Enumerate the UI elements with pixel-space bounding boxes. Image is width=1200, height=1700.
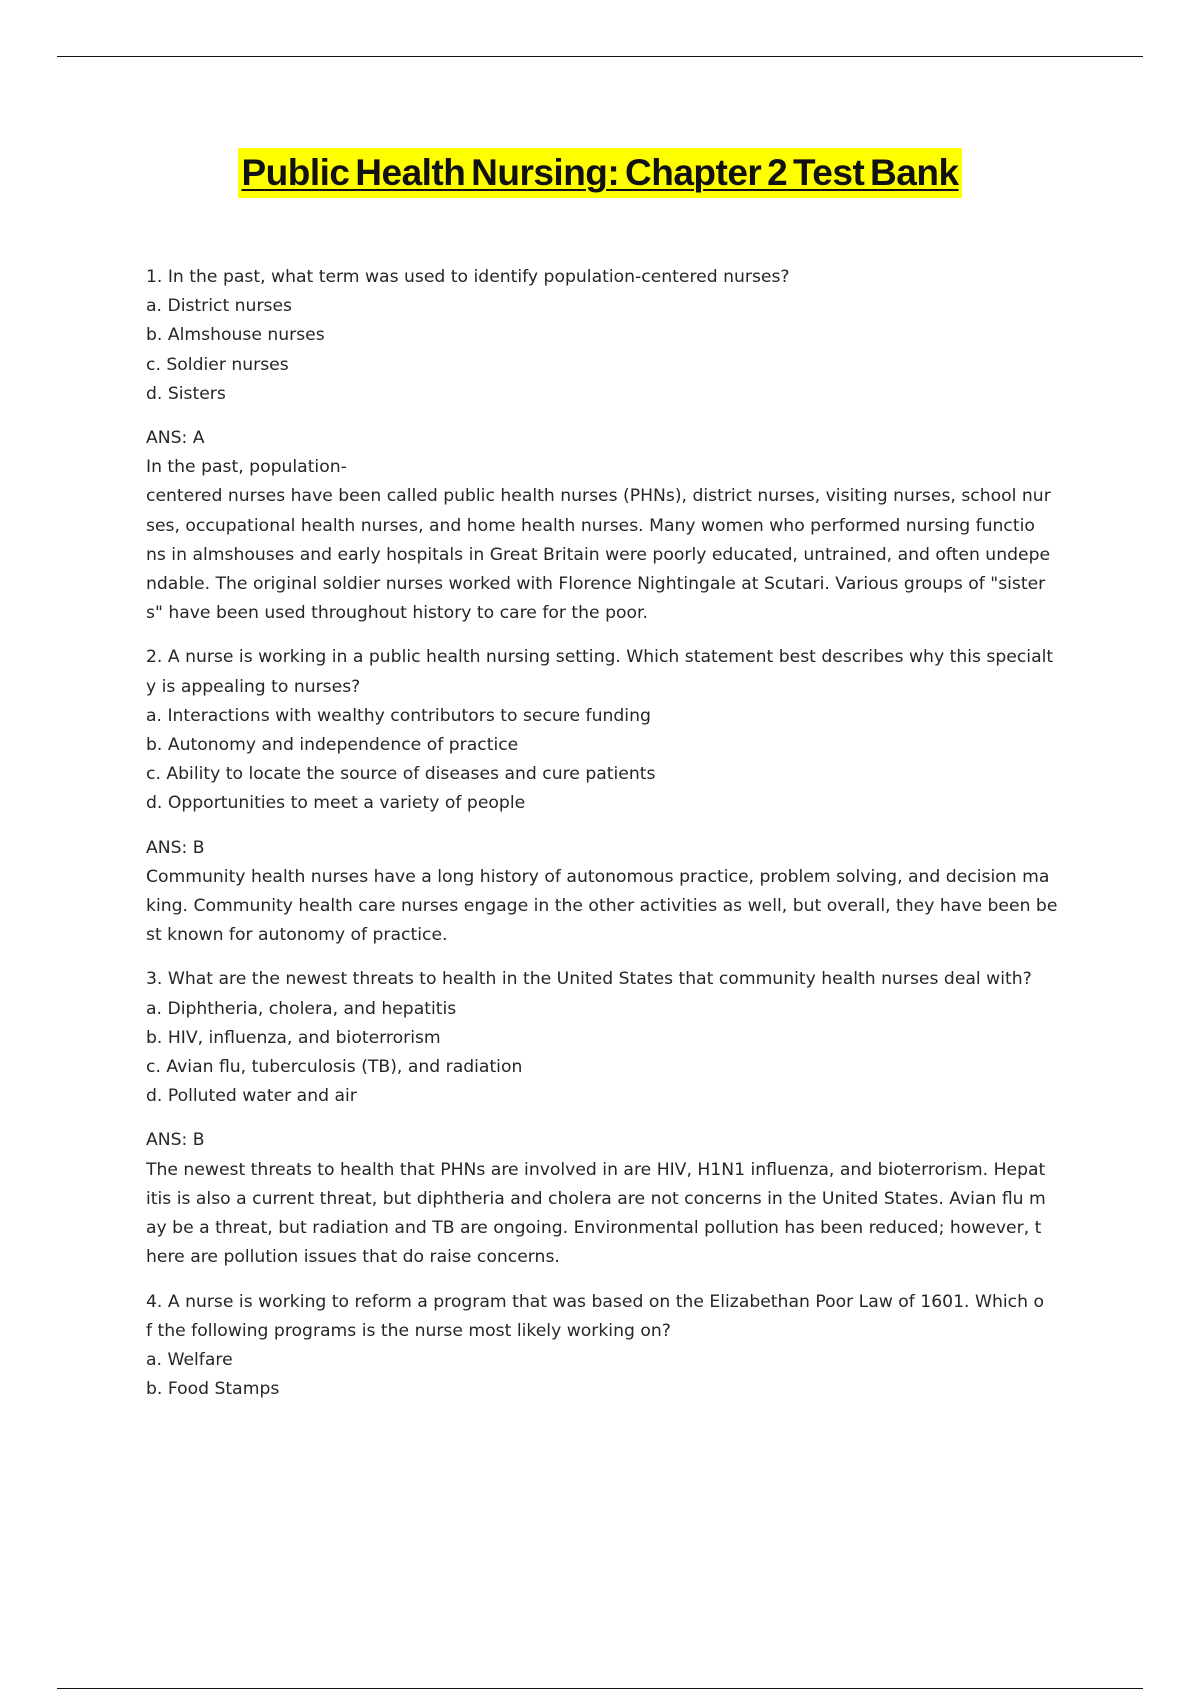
rationale-line: Community health nurses have a long history of autonomous practice, problem solving, and decision ma [146, 866, 1050, 887]
rationale-line: s" have been used throughout history to care for the poor. [146, 603, 648, 624]
option-c: c. Soldier nurses [146, 354, 289, 375]
rationale-line: ses, occupational health nurses, and home health nurses. Many women who performed nursing functio [146, 515, 1035, 536]
rationale-line: itis is also a current threat, but diphtheria and cholera are not concerns in the United States. Avian flu m [146, 1188, 1046, 1209]
rationale-line: ndable. The original soldier nurses worked with Florence Nightingale at Scutari. Various groups of "sister [146, 574, 1046, 595]
question-text: 3. What are the newest threats to health in the United States that community health nurses deal with? [146, 969, 1032, 990]
question-4 [146, 1288, 1096, 1405]
question-text: f the following programs is the nurse most likely working on? [146, 1320, 671, 1341]
answer-1 [146, 424, 1096, 628]
option-d: d. Polluted water and air [146, 1086, 357, 1107]
rationale-line: In the past, population- [146, 457, 347, 478]
rationale-line: centered nurses have been called public health nurses (PHNs), district nurses, visiting nurses, school nur [146, 486, 1051, 507]
question-text: 2. A nurse is working in a public health nursing setting. Which statement best describes why this specialt [146, 647, 1054, 668]
option-c: c. Ability to locate the source of diseases and cure patients [146, 764, 656, 785]
rationale-line: ay be a threat, but radiation and TB are ongoing. Environmental pollution has been reduced; however, t [146, 1218, 1042, 1239]
option-d: d. Sisters [146, 383, 226, 404]
bottom-rule [57, 1688, 1143, 1689]
option-b: b. Autonomy and independence of practice [146, 735, 519, 756]
question-1 [146, 263, 1096, 409]
option-a: a. Interactions with wealthy contributors to secure funding [146, 705, 651, 726]
option-b: b. Almshouse nurses [146, 325, 325, 346]
option-d: d. Opportunities to meet a variety of people [146, 793, 526, 814]
question-text: y is appealing to nurses? [146, 676, 361, 697]
answer-key: ANS: B [146, 837, 205, 858]
rationale-line: ns in almshouses and early hospitals in Great Britain were poorly educated, untrained, and often undepe [146, 544, 1051, 565]
rationale-line: The newest threats to health that PHNs are involved in are HIV, H1N1 influenza, and bioterrorism. Hepat [146, 1159, 1046, 1180]
option-b: b. Food Stamps [146, 1379, 280, 1400]
rationale-line: king. Community health care nurses engage in the other activities as well, but overall, they have been be [146, 896, 1058, 917]
option-a: a. District nurses [146, 296, 292, 317]
option-a: a. Diphtheria, cholera, and hepatitis [146, 998, 457, 1019]
answer-key: ANS: B [146, 1130, 205, 1151]
answer-2 [146, 834, 1096, 951]
question-2 [146, 643, 1096, 818]
question-text: 1. In the past, what term was used to identify population-centered nurses? [146, 267, 790, 287]
test-bank-content [146, 263, 1096, 1419]
title-container [0, 148, 1200, 198]
page-title: Public Health Nursing: Chapter 2 Test Bank [238, 148, 961, 198]
rationale-line: st known for autonomy of practice. [146, 925, 448, 946]
question-text: 4. A nurse is working to reform a program that was based on the Elizabethan Poor Law of 1601. Which o [146, 1291, 1044, 1312]
answer-key: ANS: A [146, 428, 205, 449]
rationale-line: here are pollution issues that do raise concerns. [146, 1247, 560, 1268]
option-a: a. Welfare [146, 1349, 233, 1370]
answer-3 [146, 1126, 1096, 1272]
question-3 [146, 965, 1096, 1111]
option-b: b. HIV, influenza, and bioterrorism [146, 1027, 441, 1048]
option-c: c. Avian flu, tuberculosis (TB), and radiation [146, 1057, 523, 1078]
top-rule [57, 56, 1143, 57]
